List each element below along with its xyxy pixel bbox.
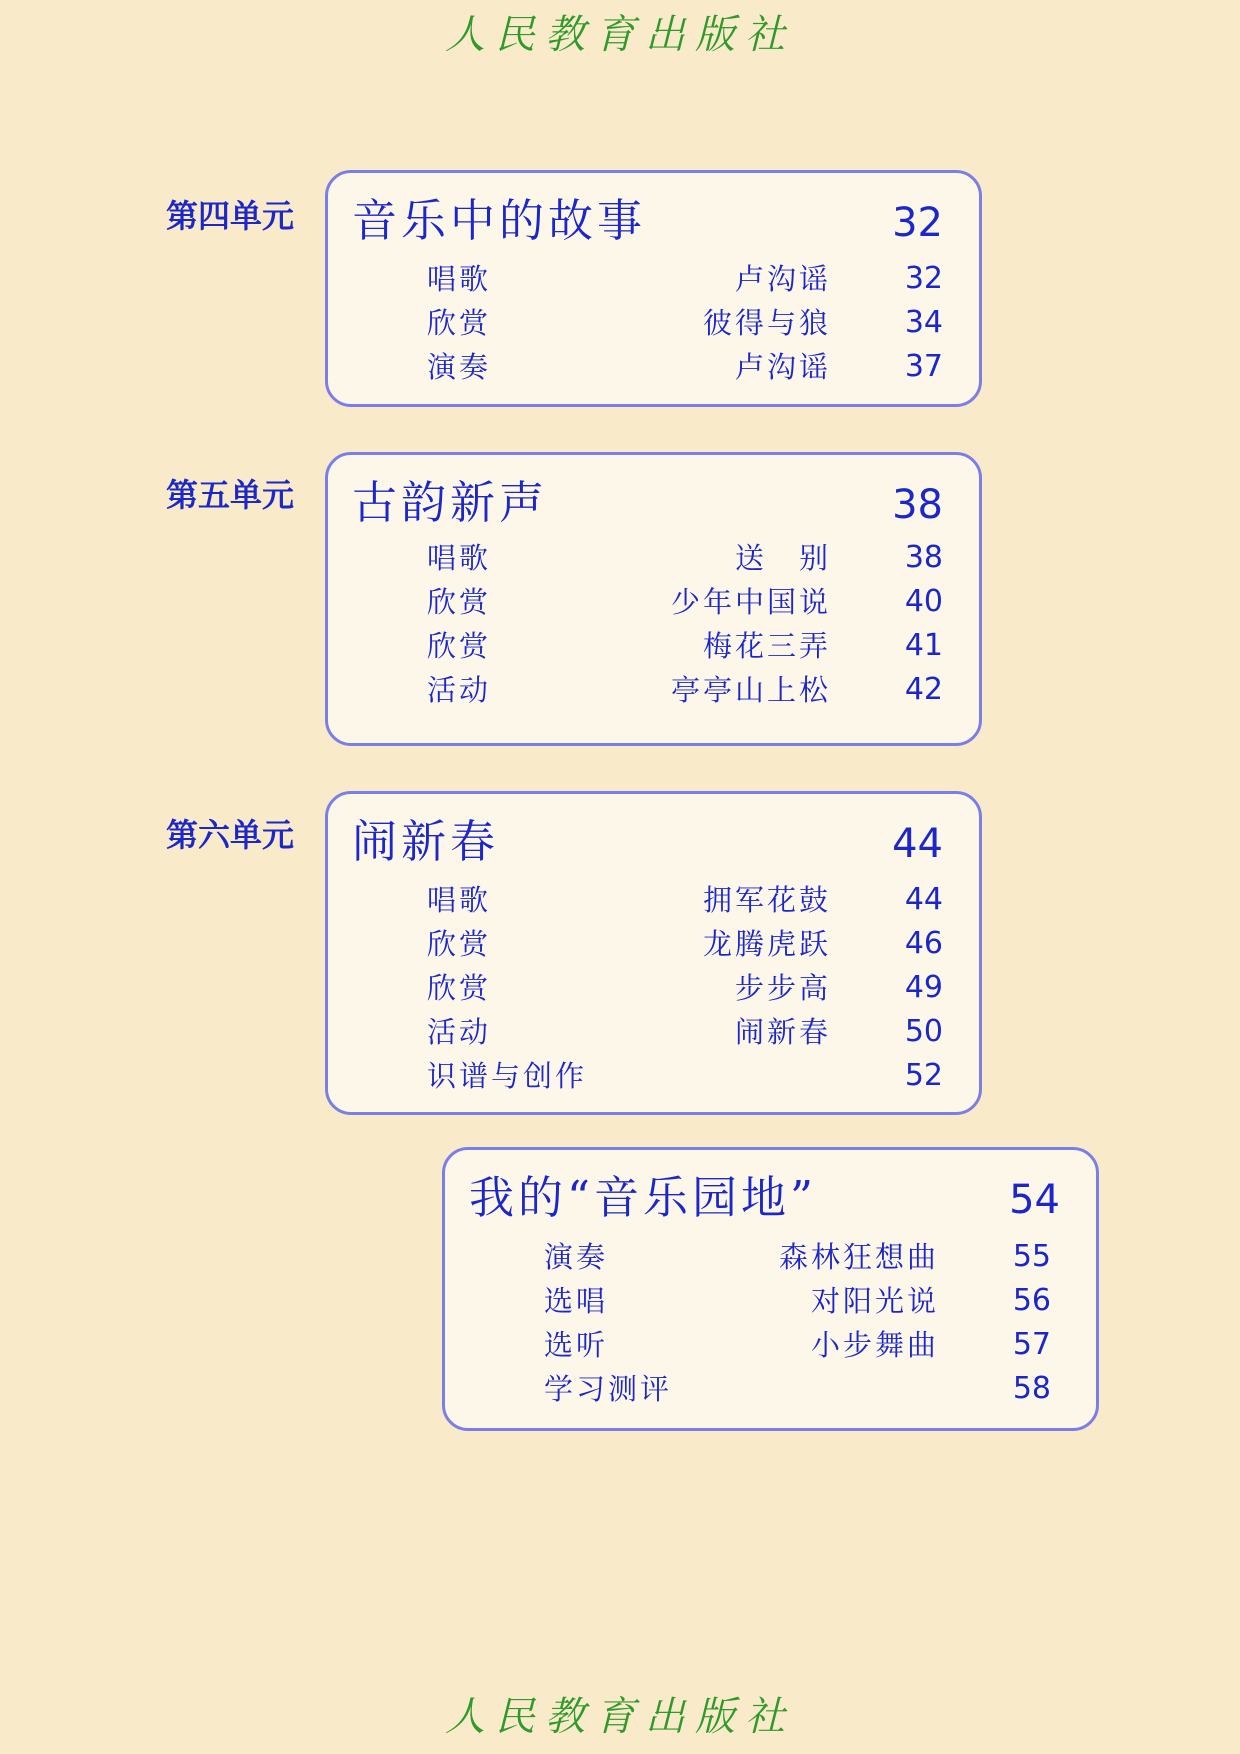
entry-name: 对阳光说 bbox=[810, 1284, 939, 1318]
entry-category: 演奏 bbox=[427, 350, 492, 384]
entry-name: 森林狂想曲 bbox=[778, 1240, 939, 1274]
unit-6-box bbox=[325, 791, 982, 1115]
toc-entry[interactable] bbox=[427, 582, 943, 622]
entry-category: 欣赏 bbox=[427, 306, 492, 340]
toc-entry[interactable] bbox=[544, 1237, 1051, 1277]
entry-category: 选唱 bbox=[544, 1284, 609, 1318]
unit-5-box bbox=[325, 452, 982, 746]
entry-page: 42 bbox=[904, 672, 943, 707]
toc-entry[interactable] bbox=[427, 1012, 943, 1052]
entry-name: 闹新春 bbox=[734, 1015, 831, 1049]
toc-entry[interactable] bbox=[427, 303, 943, 343]
entry-name: 送 别 bbox=[734, 541, 831, 575]
toc-entry[interactable] bbox=[427, 626, 943, 666]
unit-4-label: 第四单元 bbox=[166, 197, 295, 235]
entry-page: 46 bbox=[904, 926, 943, 961]
toc-entry[interactable] bbox=[544, 1369, 1051, 1409]
entry-category: 唱歌 bbox=[427, 262, 492, 296]
unit-5-title[interactable]: 古韵新声 bbox=[352, 476, 549, 529]
toc-entry[interactable] bbox=[427, 347, 943, 387]
unit-6-label: 第六单元 bbox=[166, 816, 295, 854]
entry-name: 小步舞曲 bbox=[810, 1328, 939, 1362]
toc-entry[interactable] bbox=[544, 1325, 1051, 1365]
entry-name: 拥军花鼓 bbox=[702, 883, 831, 917]
toc-entry[interactable] bbox=[544, 1281, 1051, 1321]
unit-4-title[interactable]: 音乐中的故事 bbox=[352, 194, 647, 247]
toc-entry[interactable] bbox=[427, 924, 943, 964]
toc-entry[interactable] bbox=[427, 259, 943, 299]
toc-entry[interactable] bbox=[427, 880, 943, 920]
toc-entry[interactable] bbox=[427, 968, 943, 1008]
entry-page: 44 bbox=[904, 882, 943, 917]
toc-entry[interactable] bbox=[427, 1056, 943, 1096]
entry-category: 活动 bbox=[427, 1015, 492, 1049]
entry-page: 37 bbox=[904, 349, 943, 384]
entry-page: 34 bbox=[904, 305, 943, 340]
music-garden-box bbox=[442, 1147, 1099, 1431]
entry-page: 38 bbox=[904, 540, 943, 575]
entry-name: 彼得与狼 bbox=[702, 306, 831, 340]
entry-category: 唱歌 bbox=[427, 883, 492, 917]
entry-page: 32 bbox=[904, 261, 943, 296]
entry-category: 选听 bbox=[544, 1328, 609, 1362]
unit-4-page: 32 bbox=[892, 200, 943, 246]
toc-entry[interactable] bbox=[427, 538, 943, 578]
entry-category: 欣赏 bbox=[427, 927, 492, 961]
music-garden-title[interactable]: 我的“音乐园地” bbox=[469, 1171, 818, 1224]
entry-category: 欣赏 bbox=[427, 971, 492, 1005]
entry-category: 学习测评 bbox=[544, 1372, 673, 1406]
entry-category: 唱歌 bbox=[427, 541, 492, 575]
entry-page: 58 bbox=[1012, 1371, 1051, 1406]
entry-name: 卢沟谣 bbox=[734, 262, 831, 296]
entry-name: 少年中国说 bbox=[670, 585, 831, 619]
entry-page: 40 bbox=[904, 584, 943, 619]
entry-page: 41 bbox=[904, 628, 943, 663]
entry-page: 57 bbox=[1012, 1327, 1051, 1362]
entry-category: 识谱与创作 bbox=[427, 1059, 588, 1093]
unit-4-box bbox=[325, 170, 982, 407]
entry-name: 亭亭山上松 bbox=[670, 673, 831, 707]
entry-page: 52 bbox=[904, 1058, 943, 1093]
unit-5-label: 第五单元 bbox=[166, 476, 295, 514]
entry-category: 活动 bbox=[427, 673, 492, 707]
publisher-logo-bottom: 人民教育出版社 bbox=[445, 1694, 795, 1740]
entry-name: 步步高 bbox=[734, 971, 831, 1005]
entry-category: 演奏 bbox=[544, 1240, 609, 1274]
publisher-logo-top: 人民教育出版社 bbox=[445, 12, 795, 58]
entry-category: 欣赏 bbox=[427, 629, 492, 663]
entry-page: 50 bbox=[904, 1014, 943, 1049]
unit-6-title[interactable]: 闹新春 bbox=[352, 815, 500, 868]
unit-6-page: 44 bbox=[892, 821, 943, 867]
entry-category: 欣赏 bbox=[427, 585, 492, 619]
unit-5-page: 38 bbox=[892, 482, 943, 528]
toc-entry[interactable] bbox=[427, 670, 943, 710]
entry-name: 龙腾虎跃 bbox=[702, 927, 831, 961]
entry-page: 55 bbox=[1012, 1239, 1051, 1274]
entry-page: 56 bbox=[1012, 1283, 1051, 1318]
music-garden-page: 54 bbox=[1009, 1177, 1060, 1223]
entry-page: 49 bbox=[904, 970, 943, 1005]
entry-name: 梅花三弄 bbox=[702, 629, 831, 663]
entry-name: 卢沟谣 bbox=[734, 350, 831, 384]
